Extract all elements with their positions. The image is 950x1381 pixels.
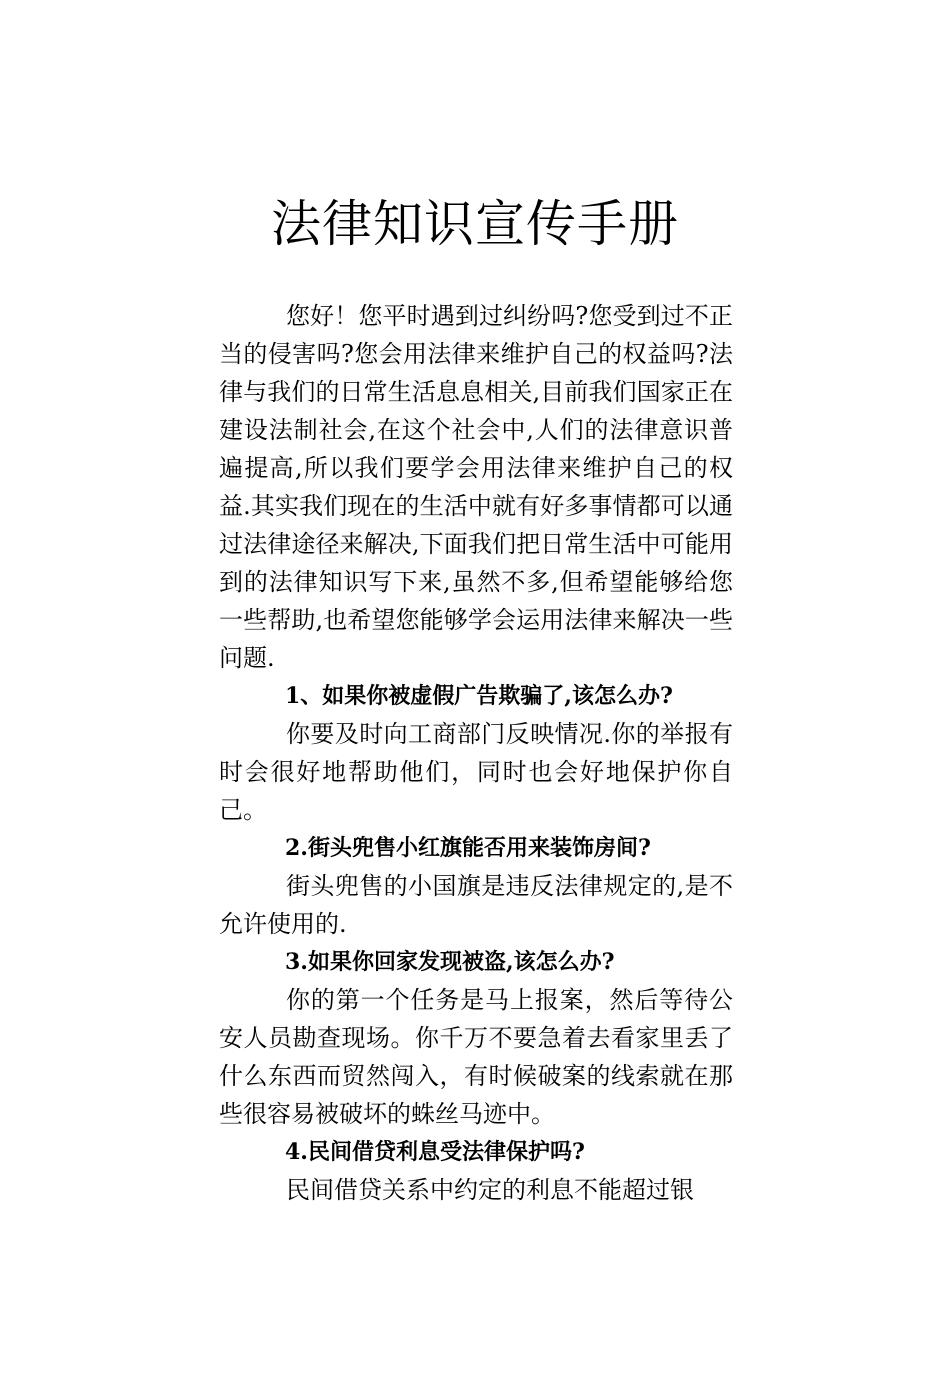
question-heading-3: 3.如果你回家发现被盗,该怎么办? bbox=[285, 949, 615, 975]
question-heading-4: 4.民间借贷利息受法律保护吗? bbox=[285, 1139, 585, 1165]
question-heading-1: 1、如果你被虚假广告欺骗了,该怎么办? bbox=[285, 683, 673, 709]
intro-paragraph: 您好！您平时遇到过纠纷吗?您受到过不正当的侵害吗?您会用法律来维护自己的权益吗?法律与我们的日常生活息息相关,目前我们国家正在建设法制社会,在这个社会中,人们的法律意识普遍提高,所以我们要学会用法律来维护自己的权益.其实我们现在的生活中就有好多事情都可以通过法律途径来解决,下面我们把日常生活中可能用到的法律知识写下来,虽然不多,但希望能够给您一些帮助,也希望您能够学会运用法律来解决一些问题. bbox=[219, 302, 733, 672]
question-heading-2: 2.街头兜售小红旗能否用来装饰房间? bbox=[285, 835, 651, 861]
answer-paragraph-1: 你要及时向工商部门反映情况.你的举报有时会很好地帮助他们，同时也会好地保护你自己。 bbox=[219, 720, 733, 824]
document-body bbox=[219, 297, 733, 1209]
answer-paragraph-4: 民间借贷关系中约定的利息不能超过银 bbox=[286, 1176, 694, 1204]
document-title: 法律知识宣传手册 bbox=[271, 195, 679, 253]
answer-paragraph-2: 街头兜售的小国旗是违反法律规定的,是不允许使用的. bbox=[219, 872, 733, 938]
answer-paragraph-3: 你的第一个任务是马上报案，然后等待公安人员勘查现场。你千万不要急着去看家里丢了什么东西而贸然闯入，有时候破案的线索就在那些很容易被破坏的蛛丝马迹中。 bbox=[219, 986, 733, 1128]
